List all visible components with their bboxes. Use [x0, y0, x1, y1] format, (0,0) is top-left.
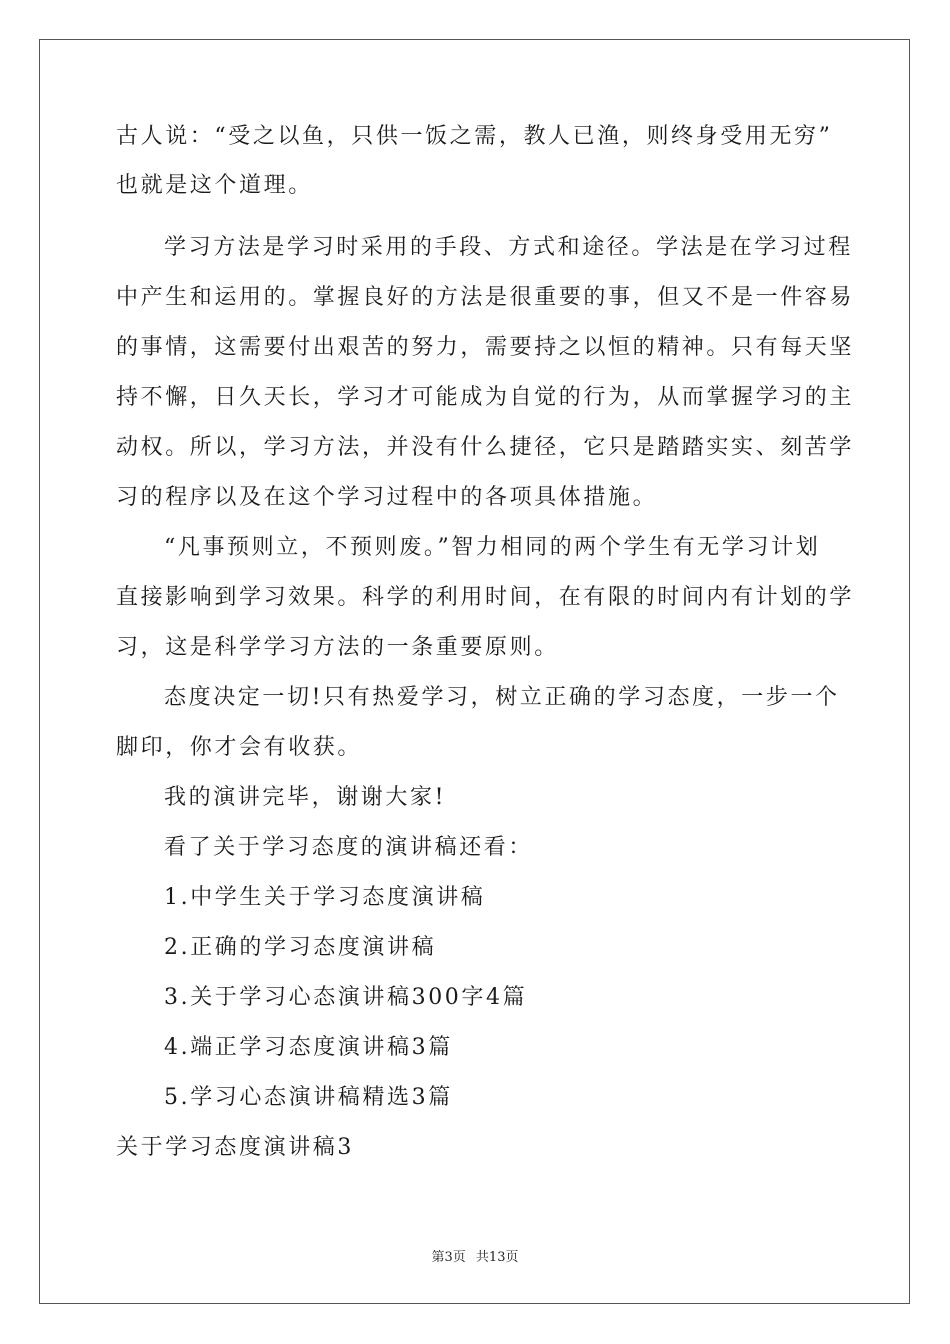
page-border — [39, 39, 910, 1304]
paragraph-line: 脚印，你才会有收获。 — [116, 735, 363, 760]
paragraph-line: 习，这是科学学习方法的一条重要原则。 — [116, 635, 559, 660]
paragraph-line: 动权。所以，学习方法，并没有什么捷径，它只是踏踏实实、刻苦学 — [116, 435, 855, 460]
related-link[interactable]: 5.学习心态演讲稿精选3篇 — [164, 1085, 453, 1110]
paragraph-line: “凡事预则立，不预则废。”智力相同的两个学生有无学习计划 — [164, 535, 821, 560]
next-article-heading: 关于学习态度演讲稿3 — [116, 1135, 354, 1160]
paragraph-line: 习的程序以及在这个学习过程中的各项具体措施。 — [116, 485, 658, 510]
paragraph-line: 直接影响到学习效果。科学的利用时间，在有限的时间内有计划的学 — [116, 585, 855, 610]
related-link[interactable]: 2.正确的学习态度演讲稿 — [164, 935, 437, 960]
paragraph-line: 中产生和运用的。掌握良好的方法是很重要的事，但又不是一件容易 — [116, 285, 855, 310]
paragraph-line: 我的演讲完毕，谢谢大家! — [164, 785, 447, 810]
paragraph-line: 学习方法是学习时采用的手段、方式和途径。学法是在学习过程 — [164, 235, 853, 260]
related-link[interactable]: 3.关于学习心态演讲稿300字4篇 — [164, 985, 528, 1010]
paragraph-line: 看了关于学习态度的演讲稿还看： — [164, 835, 534, 860]
related-link[interactable]: 1.中学生关于学习态度演讲稿 — [164, 885, 486, 910]
paragraph-line: 的事情，这需要付出艰苦的努力，需要持之以恒的精神。只有每天坚 — [116, 335, 855, 360]
paragraph-line: 古人说：“受之以鱼，只供一饭之需，教人已渔，则终身受用无穷” — [116, 124, 833, 149]
related-link[interactable]: 4.端正学习态度演讲稿3篇 — [164, 1035, 453, 1060]
page-footer: 第3页 共13页 — [431, 1250, 519, 1265]
paragraph-line: 持不懈，日久天长，学习才可能成为自觉的行为，从而掌握学习的主 — [116, 385, 855, 410]
paragraph-line: 态度决定一切!只有热爱学习，树立正确的学习态度，一步一个 — [164, 685, 840, 710]
paragraph-line: 也就是这个道理。 — [116, 173, 313, 198]
